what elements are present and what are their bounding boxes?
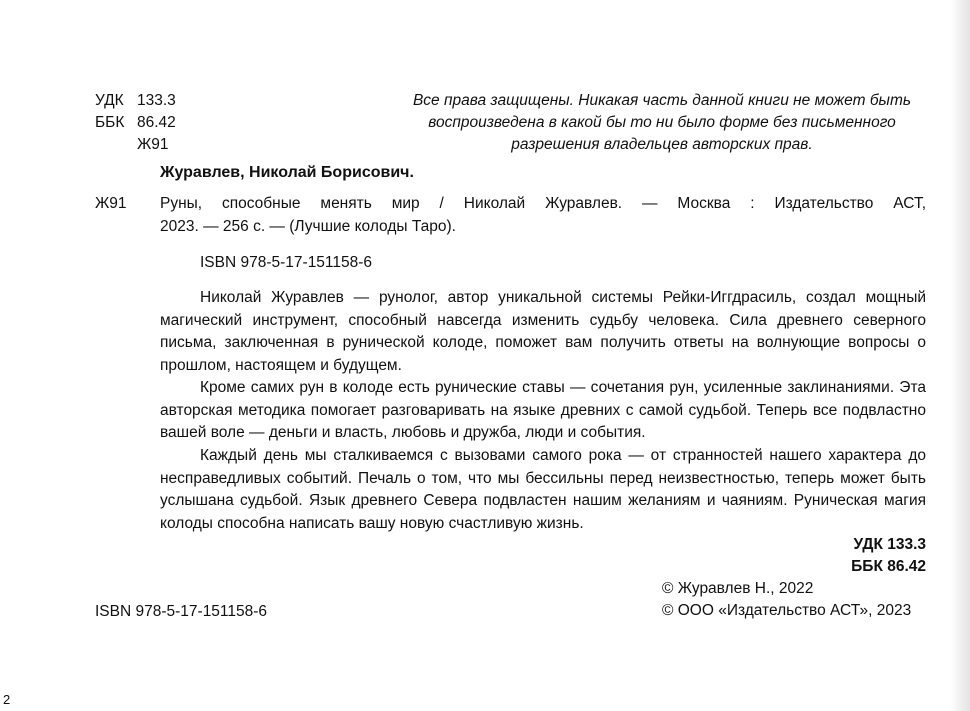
author-heading: Журавлев, Николай Борисович.: [160, 164, 414, 181]
rights-notice-line: воспроизведена в какой бы то ни было форме без письменного: [428, 114, 896, 131]
annotation-paragraph-2: Кроме самих рун в колоде есть рунические ставы — сочетания рун, усиленные заклинаниями. Эта авторская методика помогает разговаривать на языке древних с самой судьбой. Теперь все подвластно вашей воле — деньги и власть, любовь и дружба, люди и события.: [160, 379, 926, 441]
page-number: 2: [3, 692, 11, 707]
bbk-label: ББК: [95, 114, 125, 131]
udk-label: УДК: [95, 92, 124, 109]
footer-isbn: ISBN 978-5-17-151158-6: [95, 603, 268, 620]
catalog-title-line-2: 2023. — 256 с. — (Лучшие колоды Таро).: [160, 218, 456, 235]
rights-notice-line: Все права защищены. Никакая часть данной книги не может быть: [412, 92, 912, 109]
author-mark-top: Ж91: [137, 136, 169, 153]
copyright-author: © Журавлев Н., 2022: [662, 580, 814, 597]
bbk-value: 86.42: [137, 114, 176, 131]
rights-notice: [392, 90, 932, 156]
copyright-publisher: © ООО «Издательство АСТ», 2023: [662, 602, 912, 619]
isbn-line: ISBN 978-5-17-151158-6: [200, 254, 373, 271]
catalog-title-line-1: Руны, способные менять мир / Николай Журавлев. — Москва : Издательство АСТ,: [160, 195, 926, 212]
footer-udk: УДК 133.3: [853, 536, 926, 553]
udk-value: 133.3: [137, 92, 176, 109]
annotation-paragraph-1: Николай Журавлев — рунолог, автор уникальной системы Рейки-Иггдрасиль, создал мощный магический инструмент, способный навсегда изменить судьбу человека. Сила древнего северного письма, заключенная в рунической колоде, поможет вам получить ответы на волнующие вопросы о прошлом, настоящем и будущем.: [160, 289, 926, 374]
catalog-mark: Ж91: [95, 195, 127, 212]
annotation-paragraph-3: Каждый день мы сталкиваемся с вызовами самого рока — от странностей нашего характера до несправедливых событий. Печаль о том, что мы бессильны перед неизвестностью, теперь может быть услышана судьбой. Язык древнего Севера подвластен нашим желаниям и чаяниям. Руническая магия колоды способна написать вашу новую счастливую жизнь.: [160, 447, 926, 532]
rights-notice-line: разрешения владельцев авторских прав.: [511, 136, 813, 153]
footer-bbk: ББК 86.42: [851, 558, 926, 575]
page-edge-shadow: [950, 0, 970, 711]
